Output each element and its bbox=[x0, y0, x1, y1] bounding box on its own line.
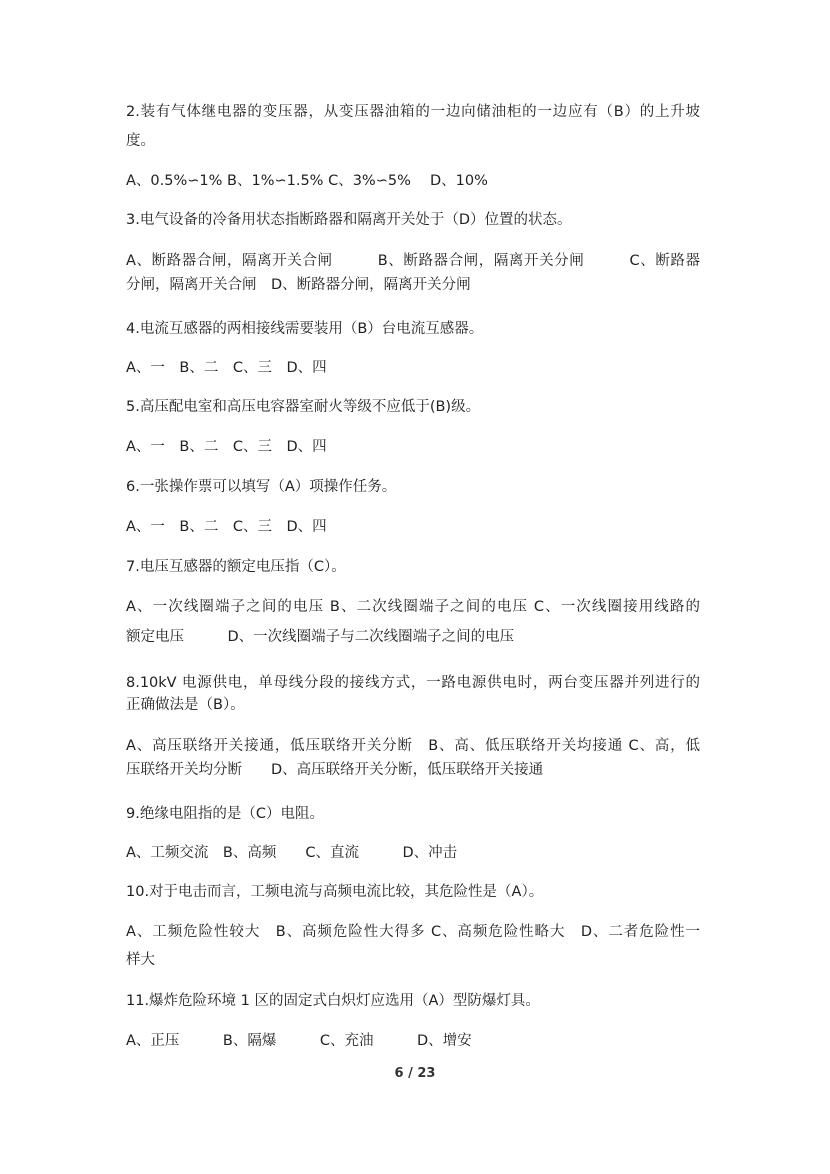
page-number: 6 / 23 bbox=[394, 1066, 436, 1081]
question-10-options-line-1: A、工频危险性较大 B、高频危险性大得多 C、高频危险性略大 D、二者危险性一 bbox=[126, 924, 700, 940]
question-6-options: A、一 B、二 C、三 D、四 bbox=[126, 519, 327, 535]
question-5: 5.高压配电室和高压电容器室耐火等级不应低于(B)级。 bbox=[126, 399, 481, 415]
question-2-line-1: 2.装有气体继电器的变压器，从变压器油箱的一边向储油柜的一边应有（B）的上升坡 bbox=[126, 104, 700, 120]
question-4-options: A、一 B、二 C、三 D、四 bbox=[126, 360, 327, 376]
question-8-line-1: 8.10kV 电源供电，单母线分段的接线方式，一路电源供电时，两台变压器并列进行的 bbox=[126, 675, 700, 691]
question-6: 6.一张操作票可以填写（A）项操作任务。 bbox=[126, 479, 397, 495]
question-9: 9.绝缘电阻指的是（C）电阻。 bbox=[126, 806, 324, 822]
question-8-options-line-1: A、高压联络开关接通，低压联络开关分断 B、高、低压联络开关均接通 C、高，低 bbox=[126, 738, 700, 754]
question-10: 10.对于电击而言，工频电流与高频电流比较，其危险性是（A）。 bbox=[126, 884, 544, 900]
question-7-options-line-2: 额定电压 D、一次线圈端子与二次线圈端子之间的电压 bbox=[126, 629, 515, 645]
question-11-options: A、正压 B、隔爆 C、充油 D、增安 bbox=[126, 1033, 472, 1049]
question-7: 7.电压互感器的额定电压指（C）。 bbox=[126, 559, 346, 575]
question-7-options-line-1: A、一次线圈端子之间的电压 B、二次线圈端子之间的电压 C、一次线圈接用线路的 bbox=[126, 599, 700, 615]
question-8-line-2: 正确做法是（B）。 bbox=[126, 697, 245, 713]
question-5-options: A、一 B、二 C、三 D、四 bbox=[126, 439, 327, 455]
question-3: 3.电气设备的冷备用状态指断路器和隔离开关处于（D）位置的状态。 bbox=[126, 212, 572, 228]
question-8-options-line-2: 压联络开关均分断 D、高压联络开关分断，低压联络开关接通 bbox=[126, 762, 544, 778]
question-3-options-line-2: 分闸，隔离开关合闸 D、断路器分闸，隔离开关分闸 bbox=[126, 277, 471, 293]
question-9-options: A、工频交流 B、高频 C、直流 D、冲击 bbox=[126, 845, 458, 861]
question-3-options-line-1: A、断路器合闸，隔离开关合闸 B、断路器合闸，隔离开关分闸 C、断路器 bbox=[126, 253, 700, 269]
question-2-options: A、0.5%∽1% B、1%∽1.5% C、3%∽5% D、10% bbox=[126, 173, 488, 189]
question-2-line-2: 度。 bbox=[126, 133, 155, 149]
question-11: 11.爆炸危险环境 1 区的固定式白炽灯应选用（A）型防爆灯具。 bbox=[126, 993, 540, 1009]
question-10-options-line-2: 样大 bbox=[126, 952, 155, 968]
question-4: 4.电流互感器的两相接线需要装用（B）台电流互感器。 bbox=[126, 321, 484, 337]
